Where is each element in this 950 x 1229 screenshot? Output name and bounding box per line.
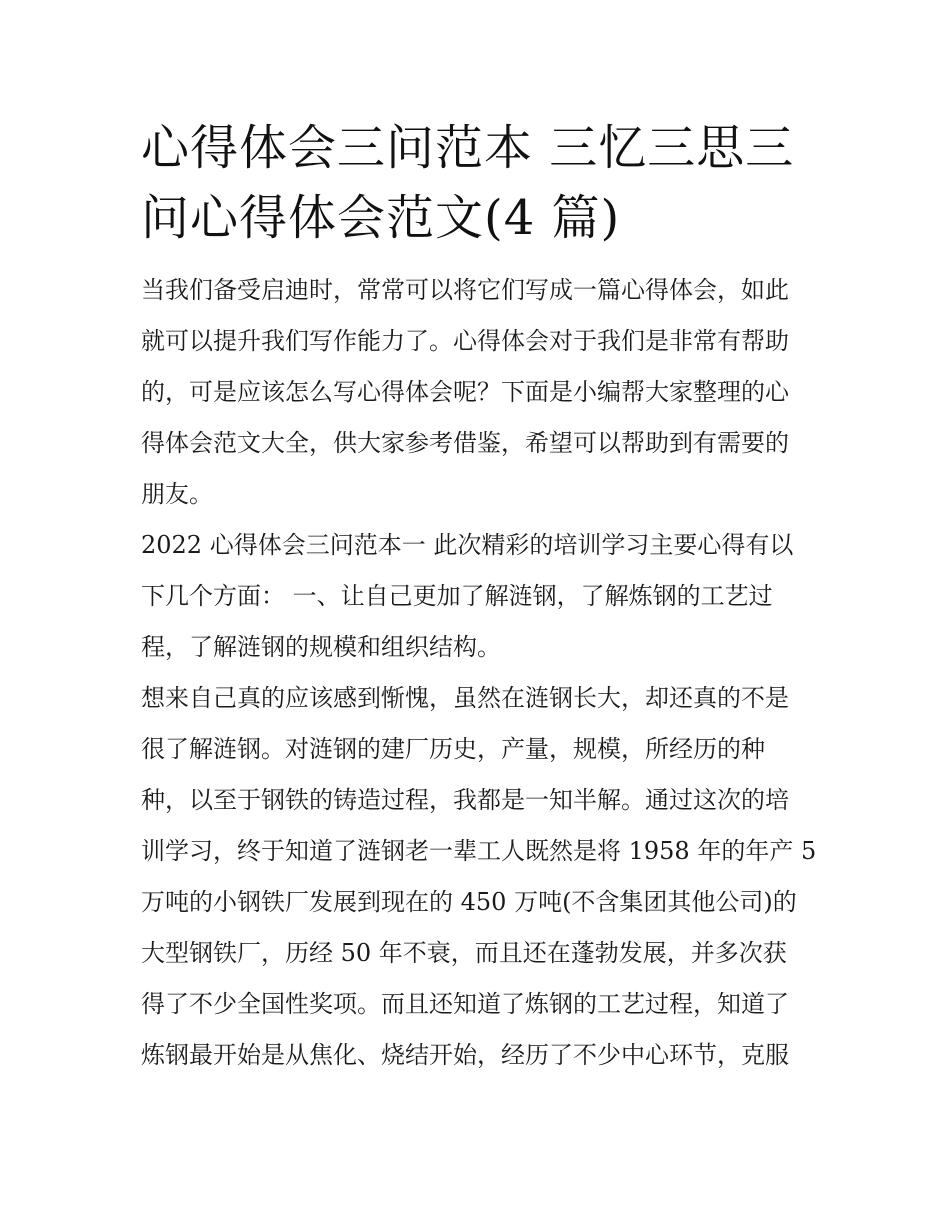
sample-one-paragraph <box>141 520 813 673</box>
body-text <box>141 265 817 1081</box>
text-line: 种，以至于钢铁的铸造过程，我都是一知半解。通过这次的培 <box>141 786 789 814</box>
text-line: 程，了解涟钢的规模和组织结构。 <box>141 633 501 661</box>
page-title <box>141 113 813 253</box>
text-line: 2022 心得体会三问范本一 此次精彩的培训学习主要心得有以 <box>141 531 794 559</box>
text-line: 大型钢铁厂，历经 50 年不衰，而且还在蓬勃发展，并多次获 <box>141 939 787 967</box>
text-line: 炼钢最开始是从焦化、烧结开始，经历了不少中心环节，克服 <box>141 1041 789 1069</box>
text-line: 很了解涟钢。对涟钢的建厂历史，产量，规模，所经历的种 <box>141 735 765 763</box>
reflection-paragraph <box>141 673 817 1081</box>
text-line: 朋友。 <box>141 480 213 508</box>
text-line: 当我们备受启迪时，常常可以将它们写成一篇心得体会，如此 <box>141 276 789 304</box>
text-line: 得了不少全国性奖项。而且还知道了炼钢的工艺过程，知道了 <box>141 990 789 1018</box>
text-line: 下几个方面： 一、让自己更加了解涟钢，了解炼钢的工艺过 <box>141 582 773 610</box>
intro-paragraph <box>141 265 813 520</box>
text-line: 训学习，终于知道了涟钢老一辈工人既然是将 1958 年的年产 5 <box>141 837 817 865</box>
title-line: 问心得体会范文(4 篇) <box>141 190 621 246</box>
text-line: 就可以提升我们写作能力了。心得体会对于我们是非常有帮助 <box>141 327 789 355</box>
document-content <box>141 113 817 1081</box>
title-line: 心得体会三问范本 三忆三思三 <box>141 120 795 176</box>
text-line: 得体会范文大全，供大家参考借鉴，希望可以帮助到有需要的 <box>141 429 789 457</box>
text-line: 万吨的小钢铁厂发展到现在的 450 万吨(不含集团其他公司)的 <box>141 888 797 916</box>
text-line: 想来自己真的应该感到惭愧，虽然在涟钢长大，却还真的不是 <box>141 684 789 712</box>
text-line: 的，可是应该怎么写心得体会呢？下面是小编帮大家整理的心 <box>141 378 789 406</box>
